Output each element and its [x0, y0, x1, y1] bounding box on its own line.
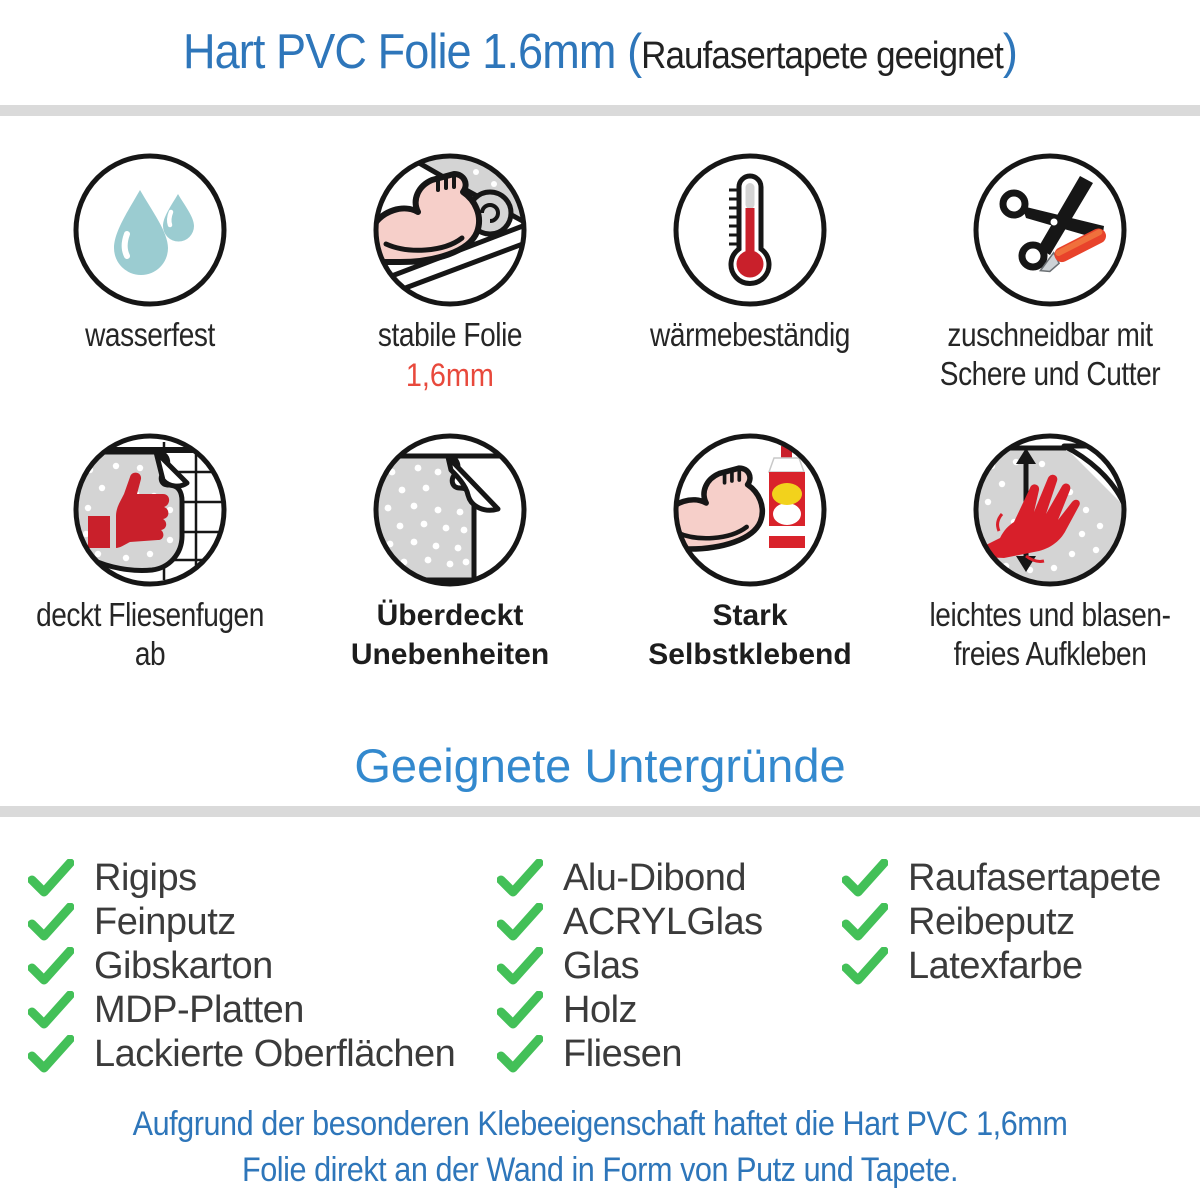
feature-label: deckt Fliesenfugen ab: [36, 596, 264, 672]
check-icon: [28, 859, 74, 897]
list-item: Rigips: [28, 856, 455, 900]
list-item: Alu-Dibond: [497, 856, 763, 900]
scissors-cutter-icon: [970, 150, 1130, 310]
list-item: ACRYLGlas: [497, 900, 763, 944]
page-title-paren-open: (: [627, 25, 642, 79]
feature-thickness-note: 1,6mm: [405, 356, 495, 393]
list-item: Raufasertapete: [842, 856, 1161, 900]
feature-label: stabile Folie: [377, 316, 523, 353]
feature-covers-tile-joints: [0, 430, 300, 710]
water-drops-icon: [70, 150, 230, 310]
check-icon: [497, 903, 543, 941]
dotted-foil-icon: [370, 430, 530, 590]
check-icon: [497, 947, 543, 985]
feature-stable-foil: [300, 150, 600, 430]
feature-label: zuschneidbar mit Schere und Cutter: [939, 316, 1161, 392]
check-icon: [28, 991, 74, 1029]
footer-line-1: Aufgrund der besonderen Klebeeigenschaft haftet die Hart PVC 1,6mm: [132, 1105, 1068, 1143]
feature-label: wasserfest: [85, 316, 215, 353]
feature-label: Stark Selbstklebend: [648, 599, 852, 671]
thermometer-icon: [670, 150, 830, 310]
list-item: Fliesen: [497, 1032, 763, 1076]
surfaces-column-3: [842, 856, 1161, 988]
surfaces-column-2: [497, 856, 763, 1076]
check-icon: [842, 903, 888, 941]
arm-foil-roll-icon: [370, 150, 530, 310]
check-icon: [842, 947, 888, 985]
arm-glue-tube-icon: [670, 430, 830, 590]
check-icon: [28, 947, 74, 985]
footer-line-2: Folie direkt an der Wand in Form von Putz und Tapete.: [241, 1150, 959, 1189]
page-title: [48, 24, 1152, 80]
feature-heat-resistant: [600, 150, 900, 430]
thumb-up-tiles-icon: [70, 430, 230, 590]
check-icon: [497, 859, 543, 897]
check-icon: [842, 859, 888, 897]
page-title-main: Hart PVC Folie 1.6mm: [182, 25, 628, 79]
footer-note: [60, 1102, 1140, 1194]
divider-middle: [0, 806, 1200, 817]
hand-smoothing-icon: [970, 430, 1130, 590]
feature-grid: [0, 150, 1200, 710]
feature-cuttable: [900, 150, 1200, 430]
list-item: Reibeputz: [842, 900, 1161, 944]
feature-label: Überdeckt Unebenheiten: [350, 599, 550, 671]
surfaces-column-1: [28, 856, 455, 1076]
feature-self-adhesive: [600, 430, 900, 710]
feature-covers-unevenness: [300, 430, 600, 710]
feature-bubble-free: [900, 430, 1200, 710]
list-item: Gibskarton: [28, 944, 455, 988]
feature-waterproof: [0, 150, 300, 430]
page-title-paren-close: ): [1002, 25, 1018, 79]
check-icon: [497, 1035, 543, 1073]
list-item: Glas: [497, 944, 763, 988]
list-item: Lackierte Oberflächen: [28, 1032, 455, 1076]
check-icon: [28, 1035, 74, 1073]
page-title-sub: Raufasertapete geeignet: [641, 35, 1003, 77]
surfaces-heading: Geeignete Untergründe: [354, 739, 846, 792]
list-item: Feinputz: [28, 900, 455, 944]
list-item: Latexfarbe: [842, 944, 1161, 988]
check-icon: [28, 903, 74, 941]
feature-label: wärmebeständig: [650, 316, 850, 353]
check-icon: [497, 991, 543, 1029]
feature-label: leichtes und blasen- freies Aufkleben: [929, 596, 1171, 672]
divider-top: [0, 105, 1200, 116]
list-item: MDP-Platten: [28, 988, 455, 1032]
list-item: Holz: [497, 988, 763, 1032]
